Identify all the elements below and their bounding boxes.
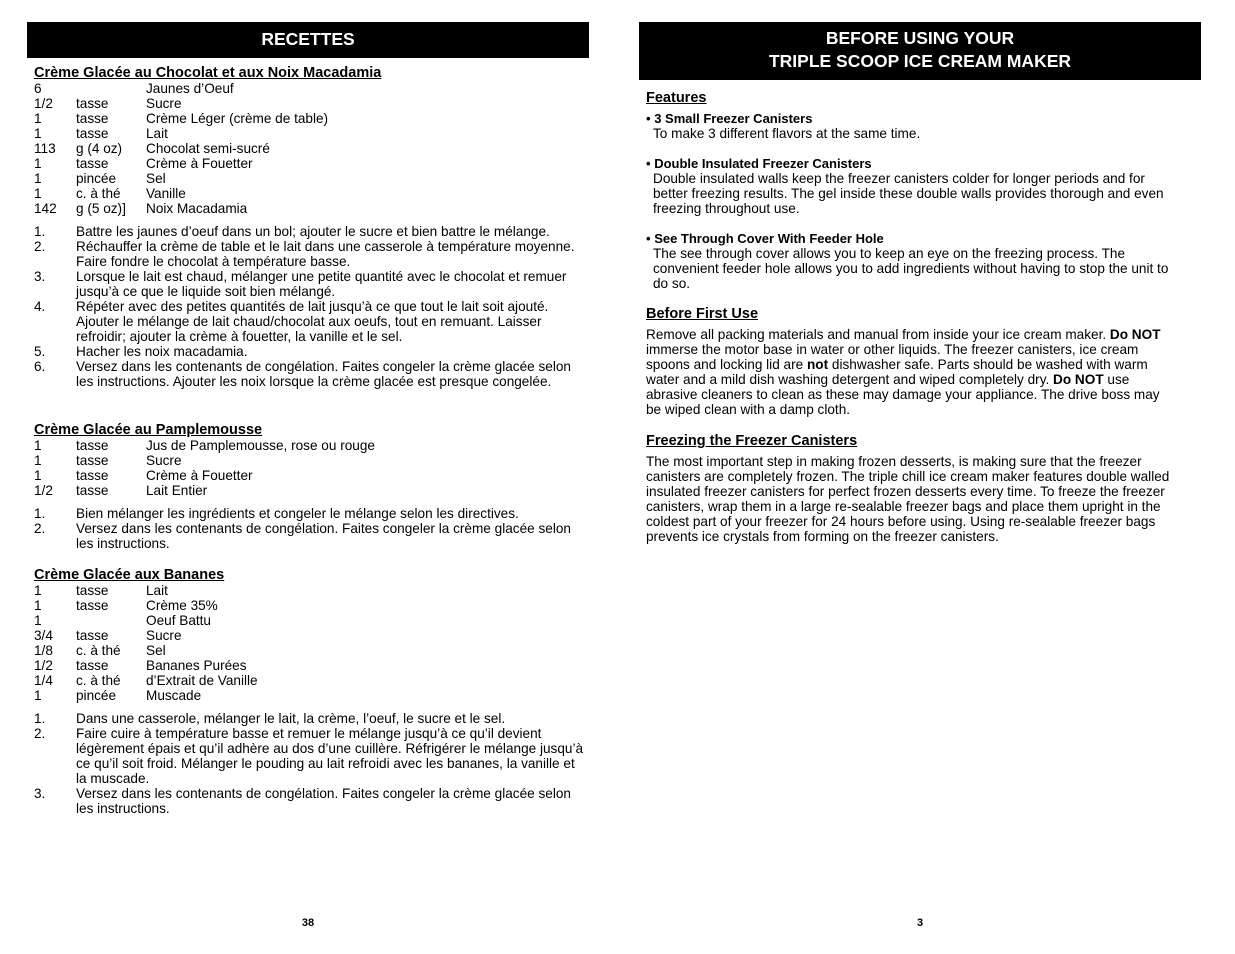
freezing-section <box>646 433 1174 544</box>
feature-desc: To make 3 different flavors at the same time. <box>653 126 921 141</box>
feature-item <box>646 111 1174 141</box>
ingredient-row: 3/4 tasse Sucre <box>34 628 182 643</box>
step-row: 3. Versez dans les contenants de congélation. Faites congeler la crème glacée selon les instructions. <box>34 786 571 816</box>
feature-item <box>646 156 1174 216</box>
step-row: 2. Versez dans les contenants de congélation. Faites congeler la crème glacée selon les instructions. <box>34 521 571 551</box>
freezing-heading: Freezing the Freezer Canisters <box>646 433 858 449</box>
page-number: 3 <box>916 917 924 929</box>
feature-desc: The see through cover allows you to keep an eye on the freezing process. The convenient feeder hole allows you to add ingredients without having to stop the unit to do so. <box>653 246 1169 291</box>
ingredient-row: 6 Jaunes d’Oeuf <box>34 81 234 96</box>
feature-title: See Through Cover With Feeder Hole <box>654 231 884 246</box>
banner-line-2: TRIPLE SCOOP ICE CREAM MAKER <box>768 51 1072 71</box>
ingredient-row: 1 tasse Crème 35% <box>34 598 218 613</box>
step-row: 5. Hacher les noix macadamia. <box>34 344 248 359</box>
before-first-use-section <box>646 306 1174 417</box>
feature-item <box>646 231 1174 291</box>
feature-title: 3 Small Freezer Canisters <box>654 111 813 126</box>
ingredient-row: 1 pincée Muscade <box>34 688 202 703</box>
step-row: 1. Dans une casserole, mélanger le lait, la crème, l’oeuf, le sucre et le sel. <box>34 711 506 726</box>
freezing-text: The most important step in making frozen desserts, is making sure that the freezer canisters are completely frozen. The triple chill ice cream maker features double walled insulated freezer canisters for perfect frozen desserts every time. To freeze the freezer canisters, wrap them in a large re-sealable freezer bags and place them upright in the coldest part of your freezer for 24 hours before using. Using re-sealable freezer bags prevents ice crystals from forming on the freezer canisters. <box>646 454 1170 544</box>
feature-desc: Double insulated walls keep the freezer canisters colder for longer periods and for better freezing results. The gel inside these double walls provides thorough and even freezing throughout use. <box>653 171 1164 216</box>
ingredient-row: 1 pincée Sel <box>34 171 166 186</box>
ingredient-row: 1 c. à thé Vanille <box>34 186 186 201</box>
ingredient-row: 1/2 tasse Sucre <box>34 96 182 111</box>
recipe-chocolate-macadamia <box>34 65 584 389</box>
step-row: 1. Bien mélanger les ingrédients et congeler le mélange selon les directives. <box>34 506 519 521</box>
step-row: 1. Battre les jaunes d’oeuf dans un bol; ajouter le sucre et bien battre le mélange. <box>34 224 550 239</box>
features-heading: Features <box>646 90 707 106</box>
before-first-use-heading: Before First Use <box>646 306 759 322</box>
recipe-banana <box>34 567 584 816</box>
ingredient-row: 1 tasse Sucre <box>34 453 182 468</box>
step-row: 4. Répéter avec des petites quantités de lait jusqu’à ce que tout le lait soit ajouté. Ajouter le mélange de lait chaud/chocolat aux oeufs, tout en remuant. Laisser refroidir; ajouter la crème à fouetter, la vanille et le sel. <box>34 299 549 344</box>
step-row: 6. Versez dans les contenants de congélation. Faites congeler la crème glacée selon les instructions. Ajouter les noix lorsque la crème glacée est presque congelée. <box>34 359 571 389</box>
bullet-icon: • <box>646 156 651 171</box>
step-list <box>34 224 584 389</box>
ingredient-row: 142 g (5 oz)] Noix Macadamia <box>34 201 248 216</box>
ingredient-list <box>34 438 584 498</box>
ingredient-list <box>34 583 584 703</box>
recipe-title: Crème Glacée au Pamplemousse <box>34 422 263 438</box>
ingredient-row: 1 tasse Crème à Fouetter <box>34 468 253 483</box>
ingredient-row: 1/4 c. à thé d’Extrait de Vanille <box>34 673 258 688</box>
step-list <box>34 711 584 816</box>
ingredient-row: 113 g (4 oz) Chocolat semi-sucré <box>34 141 270 156</box>
ingredient-row: 1/2 tasse Bananes Purées <box>34 658 247 673</box>
bullet-icon: • <box>646 111 651 126</box>
ingredient-row: 1 tasse Crème Léger (crème de table) <box>34 111 329 126</box>
ingredient-row: 1/8 c. à thé Sel <box>34 643 166 658</box>
ingredient-row: 1 tasse Crème à Fouetter <box>34 156 253 171</box>
recettes-banner: RECETTES <box>27 22 589 58</box>
step-row: 2. Faire cuire à température basse et remuer le mélange jusqu’à ce qu’il devient légèrement épais et qu’il adhère au dos d’une cuillère. Réfrigérer le mélange jusqu’à ce qu’il soit froid. Mélanger le pouding au lait refroidi avec les bananes, la vanille et la muscade. <box>34 726 584 786</box>
feature-title: Double Insulated Freezer Canisters <box>654 156 872 171</box>
recipe-title: Crème Glacée aux Bananes <box>34 567 225 583</box>
left-page <box>27 0 589 954</box>
bullet-icon: • <box>646 231 651 246</box>
before-first-use-text: Remove all packing materials and manual from inside your ice cream maker. Do NOT immerse the motor base in water or other liquids. The freezer canisters, ice cream spoons and locking lid are not dishwasher safe. Parts should be washed with warm water and a mild dish washing detergent and wiped completely dry. Do NOT use abrasive cleaners to clean as these may damage your appliance. The drive boss may be wiped clean with a damp cloth. <box>646 327 1161 417</box>
step-row: 3. Lorsque le lait est chaud, mélanger une petite quantité avec le chocolat et remuer jusqu’à ce que le liquide soit bien mélangé. <box>34 269 567 299</box>
recipe-title: Crème Glacée au Chocolat et aux Noix Macadamia <box>34 65 382 81</box>
features-section <box>646 90 1174 291</box>
ingredient-list <box>34 81 584 216</box>
banner-line-1: BEFORE USING YOUR <box>825 28 1015 48</box>
ingredient-row: 1 tasse Lait <box>34 583 168 598</box>
ingredient-row: 1 Oeuf Battu <box>34 613 211 628</box>
step-list <box>34 506 584 551</box>
before-using-banner <box>639 22 1201 80</box>
ingredient-row: 1 tasse Lait <box>34 126 168 141</box>
ingredient-row: 1/2 tasse Lait Entier <box>34 483 208 498</box>
recipe-grapefruit <box>34 422 584 551</box>
ingredient-row: 1 tasse Jus de Pamplemousse, rose ou rouge <box>34 438 375 453</box>
step-row: 2. Réchauffer la crème de table et le lait dans une casserole à température moyenne. Faire fondre le chocolat à température basse. <box>34 239 575 269</box>
page-number: 38 <box>301 917 315 929</box>
right-page <box>639 0 1201 954</box>
